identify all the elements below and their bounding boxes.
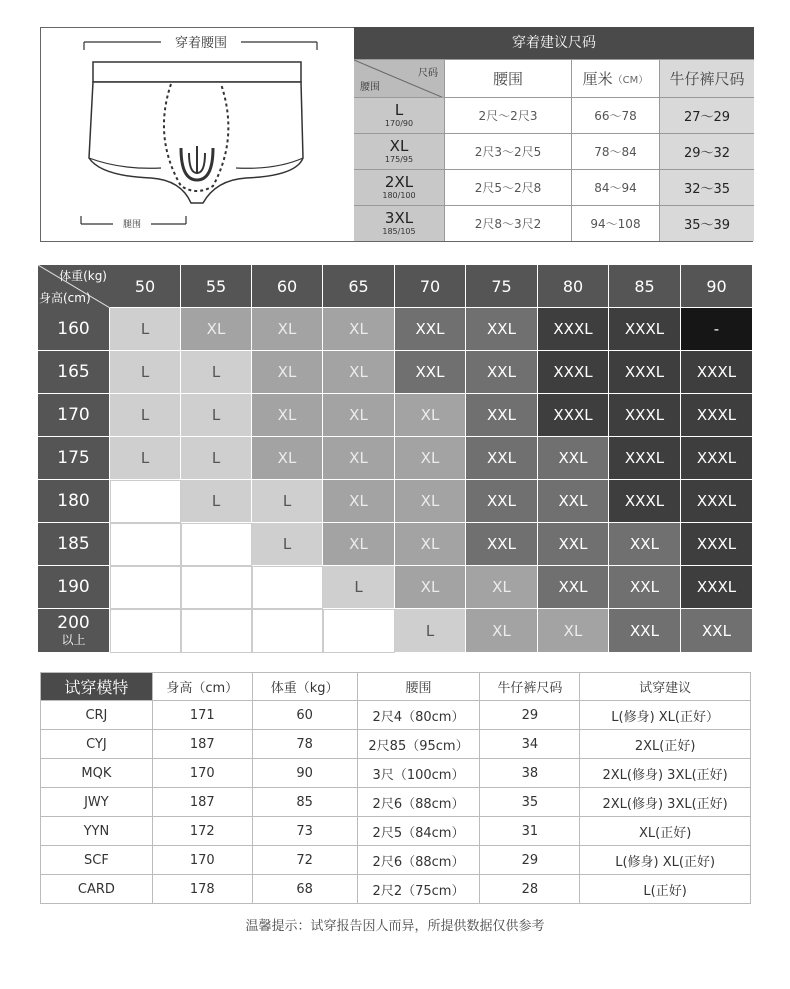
fitting-models-table [40,672,751,904]
size-grid-cell: XXXL [609,437,681,480]
jeans-value: 32～35 [659,170,754,205]
model-waist: 2尺85（95cm） [357,730,480,759]
model-advice: L(修身) XL(正好) [580,846,751,875]
size-grid-cell [110,523,181,566]
model-waist: 2尺5（84cm） [357,817,480,846]
model-jeans: 29 [480,701,580,730]
size-grid-cell: XXXL [681,351,753,394]
model-height: 187 [152,788,252,817]
cm-value: 84～94 [571,170,659,205]
size-grid-cell: L [181,394,252,437]
models-header-height: 身高（cm） [152,673,252,701]
size-grid-cell [323,609,395,653]
size-grid-cell: L [395,609,466,653]
size-range: 180/100 [382,191,416,200]
suggested-size-row [354,97,754,133]
model-waist: 2尺4（80cm） [357,701,480,730]
size-grid-cell: XXL [466,308,538,351]
size-grid-cell: XL [395,480,466,523]
size-grid-cell: L [323,566,395,609]
size-grid-cell: XXXL [609,308,681,351]
model-name: CYJ [41,730,153,759]
height-weight-size-grid [38,265,753,653]
size-grid-cell: XXL [538,437,609,480]
size-grid-cell: XXL [681,609,753,653]
models-header-row [41,673,751,701]
models-header-model: 试穿模特 [41,673,153,701]
size-grid-cell: XL [323,437,395,480]
size-grid-cell [252,609,323,653]
size-grid-cell: XL [252,394,323,437]
height-header: 190 [38,566,110,609]
model-weight: 85 [252,788,357,817]
model-name: YYN [41,817,153,846]
suggested-size-row [354,133,754,169]
suggested-size-title: 穿着建议尺码 [354,27,754,59]
weight-header: 60 [252,265,323,308]
size-grid-cell: XL [466,566,538,609]
size-grid-cell: XXL [538,480,609,523]
size-grid-cell [110,609,181,653]
size-grid-cell: XL [538,609,609,653]
size-grid-cell [181,609,252,653]
model-name: MQK [41,759,153,788]
weight-header: 70 [395,265,466,308]
size-range: 170/90 [384,119,414,128]
size-grid-cell: XXXL [538,394,609,437]
waist-value: 2尺8～3尺2 [444,206,571,241]
size-grid-cell [110,566,181,609]
size-grid-cell: XL [395,394,466,437]
corner-label-size: 尺码 [418,68,438,79]
size-label: 2XL [384,173,414,191]
model-row [41,817,751,846]
corner-label-waist: 腰围 [360,82,380,93]
size-grid-cell: XXXL [681,523,753,566]
model-weight: 68 [252,875,357,904]
jeans-value: 29～32 [659,134,754,169]
size-grid-cell: XL [395,523,466,566]
model-weight: 73 [252,817,357,846]
jeans-value: 27～29 [659,98,754,133]
boxer-brief-drawing [41,28,354,241]
footer-note: 温馨提示：试穿报告因人而异，所提供数据仅供参考 [245,919,545,934]
model-advice: XL(正好) [580,817,751,846]
model-height: 172 [152,817,252,846]
size-grid-cell: XXL [466,523,538,566]
model-row [41,730,751,759]
model-height: 187 [152,730,252,759]
weight-header: 75 [466,265,538,308]
size-grid-cell: XL [466,609,538,653]
size-grid-cell: XXXL [609,394,681,437]
size-range: 175/95 [384,155,414,164]
size-grid-cell: XXL [609,609,681,653]
model-row [41,875,751,904]
thigh-label: 腿围 [122,220,141,230]
model-advice: 2XL(修身) 3XL(正好) [580,759,751,788]
size-grid-cell: XXXL [681,480,753,523]
model-name: JWY [41,788,153,817]
size-cell [354,170,444,205]
model-height: 178 [152,875,252,904]
size-grid-cell: XXL [466,437,538,480]
size-grid-cell: L [181,437,252,480]
size-grid-cell: L [181,351,252,394]
height-header: 170 [38,394,110,437]
grid-corner-cell [38,265,110,308]
size-grid-cell: XXL [466,351,538,394]
size-grid-cell: XL [181,308,252,351]
size-grid-cell: L [110,394,181,437]
size-grid-cell: XXXL [538,351,609,394]
size-grid-cell: XL [395,437,466,480]
header-waist: 腰围 [444,60,571,97]
size-grid-cell: XXXL [681,437,753,480]
suggested-size-row [354,169,754,205]
size-suggestion-panel [40,27,753,242]
model-weight: 90 [252,759,357,788]
size-grid-cell: XXL [395,308,466,351]
size-grid-cell: L [252,480,323,523]
model-jeans: 35 [480,788,580,817]
size-grid-cell: XXL [395,351,466,394]
model-row [41,759,751,788]
model-advice: L(修身) XL(正好） [580,701,751,730]
corner-cell [354,60,444,97]
model-name: CRJ [41,701,153,730]
model-row [41,846,751,875]
size-grid-cell: XL [323,351,395,394]
size-label: L [394,101,404,119]
size-cell [354,206,444,241]
size-grid-cell: XL [252,437,323,480]
model-height: 171 [152,701,252,730]
model-weight: 72 [252,846,357,875]
model-height: 170 [152,759,252,788]
models-header-weight: 体重（kg） [252,673,357,701]
waist-value: 2尺～2尺3 [444,98,571,133]
waist-label: 穿着腰围 [174,36,227,51]
size-grid-cell: XL [395,566,466,609]
size-grid-cell [181,566,252,609]
size-grid-cell: L [110,437,181,480]
height-suffix: 以上 [61,633,86,647]
models-header-jeans: 牛仔裤尺码 [480,673,580,701]
suggested-size-row [354,205,754,241]
size-grid-cell [181,523,252,566]
model-jeans: 31 [480,817,580,846]
waist-value: 2尺3～2尺5 [444,134,571,169]
weight-header: 90 [681,265,753,308]
model-row [41,701,751,730]
models-header-waist: 腰围 [357,673,480,701]
size-grid-cell: XXXL [538,308,609,351]
model-waist: 2尺6（88cm） [357,788,480,817]
model-advice: 2XL(正好) [580,730,751,759]
size-grid-cell: XL [323,523,395,566]
suggested-size-table [354,27,754,242]
model-jeans: 38 [480,759,580,788]
size-grid-cell: XL [252,351,323,394]
model-name: SCF [41,846,153,875]
height-header: 175 [38,437,110,480]
underwear-illustration [41,28,354,241]
cm-value: 66～78 [571,98,659,133]
height-header [38,609,110,653]
size-grid-cell: XXL [466,394,538,437]
size-range: 185/105 [382,227,416,236]
grid-corner-height: 身高(cm) [39,291,91,305]
size-grid-cell: XXXL [609,480,681,523]
size-grid-cell: XXXL [681,394,753,437]
header-jeans: 牛仔裤尺码 [659,60,754,97]
header-cm-label: 厘米 [582,70,613,88]
size-grid-cell: XL [323,480,395,523]
height-header: 185 [38,523,110,566]
size-grid-cell: XXL [609,523,681,566]
size-grid-cell [110,480,181,523]
size-grid-cell: - [681,308,753,351]
model-height: 170 [152,846,252,875]
size-grid-cell: XXXL [681,566,753,609]
size-grid-cell: L [110,308,181,351]
waist-value: 2尺5～2尺8 [444,170,571,205]
model-waist: 2尺6（88cm） [357,846,480,875]
height-header: 165 [38,351,110,394]
grid-corner-weight: 体重(kg) [59,269,107,283]
size-grid-cell: XXXL [609,351,681,394]
model-weight: 60 [252,701,357,730]
size-grid-cell: XXL [538,523,609,566]
jeans-value: 35～39 [659,206,754,241]
size-grid-cell: L [252,523,323,566]
model-waist: 2尺2（75cm） [357,875,480,904]
model-weight: 78 [252,730,357,759]
size-grid-cell: XXL [538,566,609,609]
header-cm-unit: （CM） [612,75,649,86]
size-label: 3XL [384,209,414,227]
header-cm [571,60,659,97]
model-jeans: 28 [480,875,580,904]
weight-header: 80 [538,265,609,308]
model-jeans: 29 [480,846,580,875]
size-grid-cell: XXL [609,566,681,609]
size-cell [354,98,444,133]
weight-header: 55 [181,265,252,308]
size-label: XL [389,137,409,155]
size-cell [354,134,444,169]
size-grid-cell: L [181,480,252,523]
model-waist: 3尺（100cm） [357,759,480,788]
height-header: 180 [38,480,110,523]
weight-header: 65 [323,265,395,308]
size-grid-cell: XL [323,394,395,437]
cm-value: 94～108 [571,206,659,241]
model-advice: L(正好) [580,875,751,904]
size-grid-cell [252,566,323,609]
model-advice: 2XL(修身) 3XL(正好) [580,788,751,817]
models-header-advice: 试穿建议 [580,673,751,701]
weight-header: 85 [609,265,681,308]
size-grid-cell: XL [252,308,323,351]
cm-value: 78～84 [571,134,659,169]
height-header: 160 [38,308,110,351]
size-grid-cell: L [110,351,181,394]
size-grid-cell: XL [323,308,395,351]
size-grid-cell: XXL [466,480,538,523]
suggested-size-header-row [354,59,754,97]
model-name: CARD [41,875,153,904]
weight-header: 50 [110,265,181,308]
model-jeans: 34 [480,730,580,759]
model-row [41,788,751,817]
height-value: 200 [57,613,90,633]
